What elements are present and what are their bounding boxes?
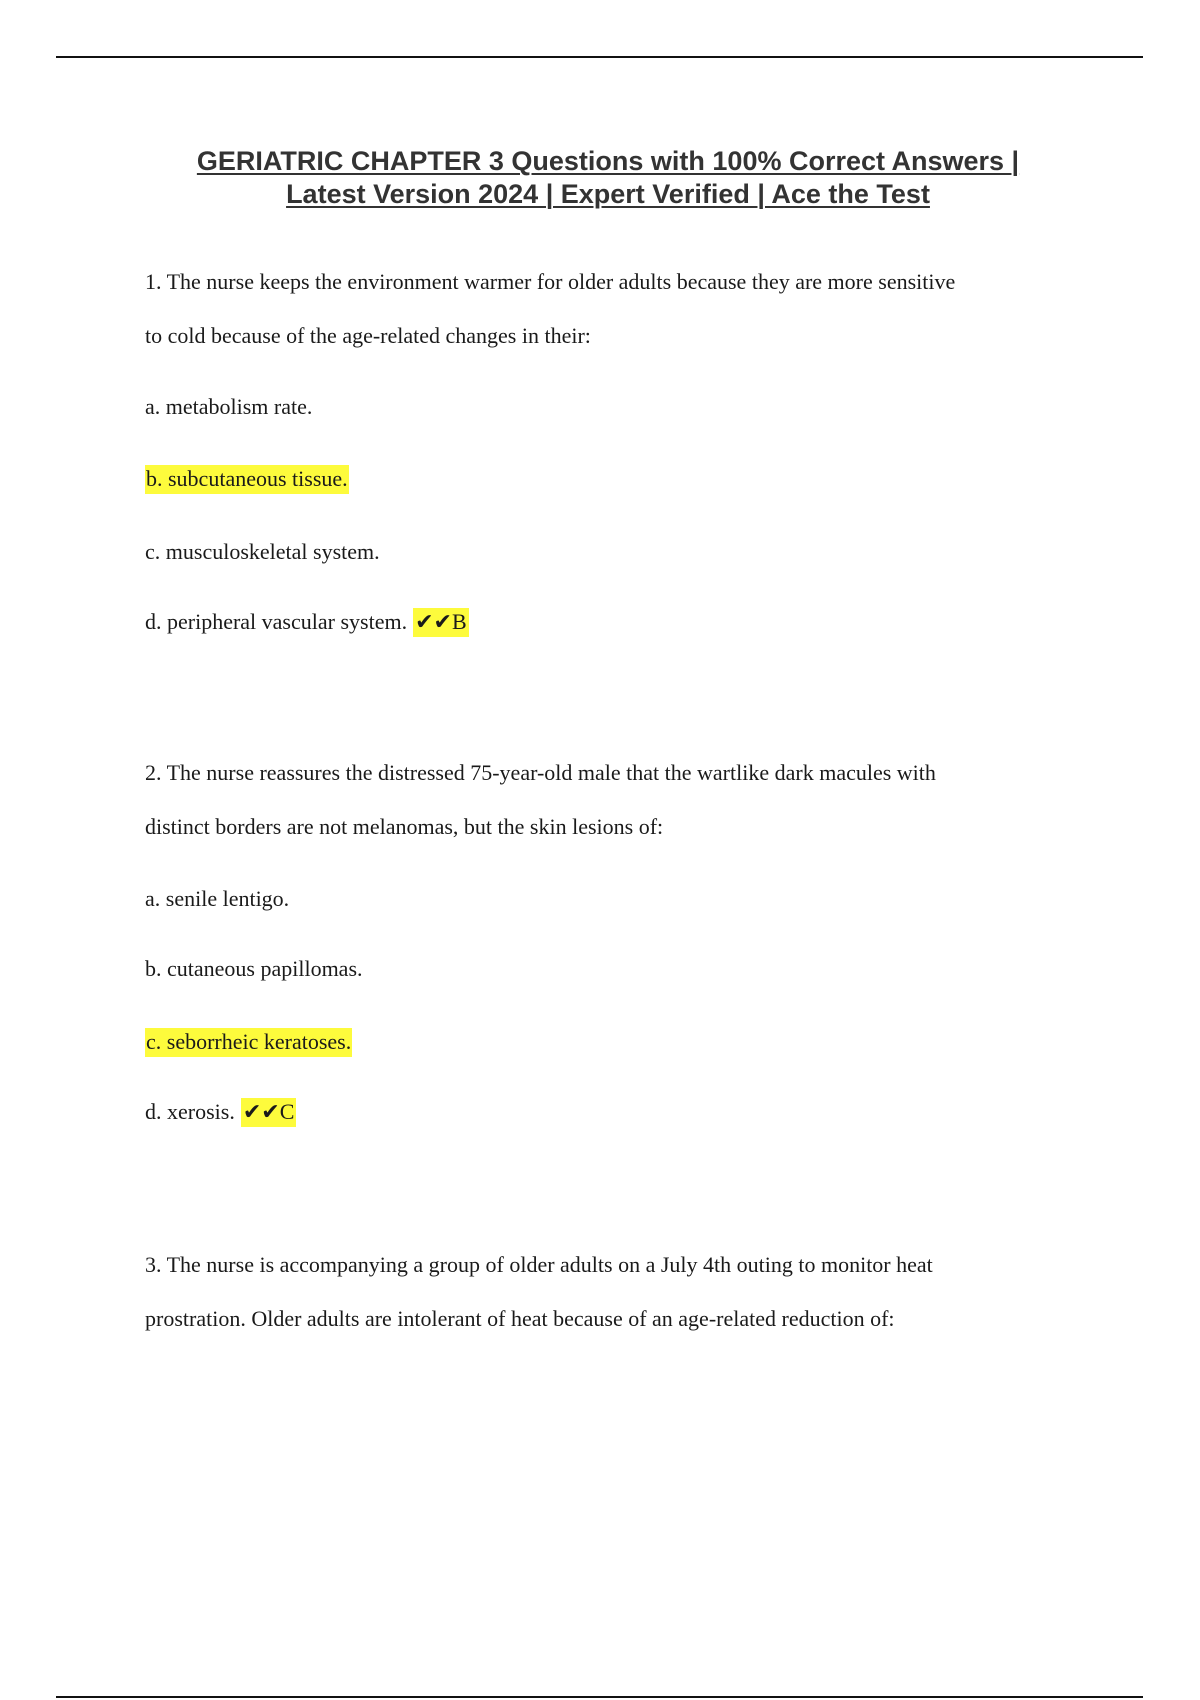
option-d-text: d. peripheral vascular system.: [145, 609, 408, 634]
title-line-2: Latest Version 2024 | Expert Verified | Ace the Test: [286, 179, 930, 209]
question-1-option-d: [145, 608, 469, 636]
question-1-stem-line-1: 1. The nurse keeps the environment warmer for older adults because they are more sensitive: [145, 269, 956, 294]
answer-check-mark: ✔✔B: [413, 608, 469, 637]
title-line-1: GERIATRIC CHAPTER 3 Questions with 100% Correct Answers |: [196, 146, 1020, 176]
question-2-option-d: [145, 1098, 296, 1126]
question-1-option-b: [145, 465, 349, 493]
page-title: [120, 145, 1096, 211]
question-2-stem-line-2: distinct borders are not melanomas, but the skin lesions of:: [145, 814, 664, 839]
question-1-option-a: a. metabolism rate.: [145, 394, 313, 419]
bottom-rule: [56, 1696, 1143, 1698]
question-3-stem-line-2: prostration. Older adults are intolerant of heat because of an age-related reduction of:: [145, 1306, 895, 1331]
question-2-option-a: a. senile lentigo.: [145, 886, 290, 911]
highlighted-answer: b. subcutaneous tissue.: [145, 465, 349, 494]
question-2-stem-line-1: 2. The nurse reassures the distressed 75-year-old male that the wartlike dark macules with: [145, 760, 936, 785]
answer-check-mark: ✔✔C: [241, 1098, 297, 1127]
highlighted-answer: c. seborrheic keratoses.: [145, 1028, 352, 1057]
top-rule: [56, 56, 1143, 58]
question-2-option-c: [145, 1028, 352, 1056]
option-d-text: d. xerosis.: [145, 1099, 235, 1124]
question-2-option-b: b. cutaneous papillomas.: [145, 956, 363, 981]
question-3-stem-line-1: 3. The nurse is accompanying a group of older adults on a July 4th outing to monitor heat: [145, 1252, 933, 1277]
question-1-option-c: c. musculoskeletal system.: [145, 539, 380, 564]
question-1-stem-line-2: to cold because of the age-related changes in their:: [145, 323, 591, 348]
